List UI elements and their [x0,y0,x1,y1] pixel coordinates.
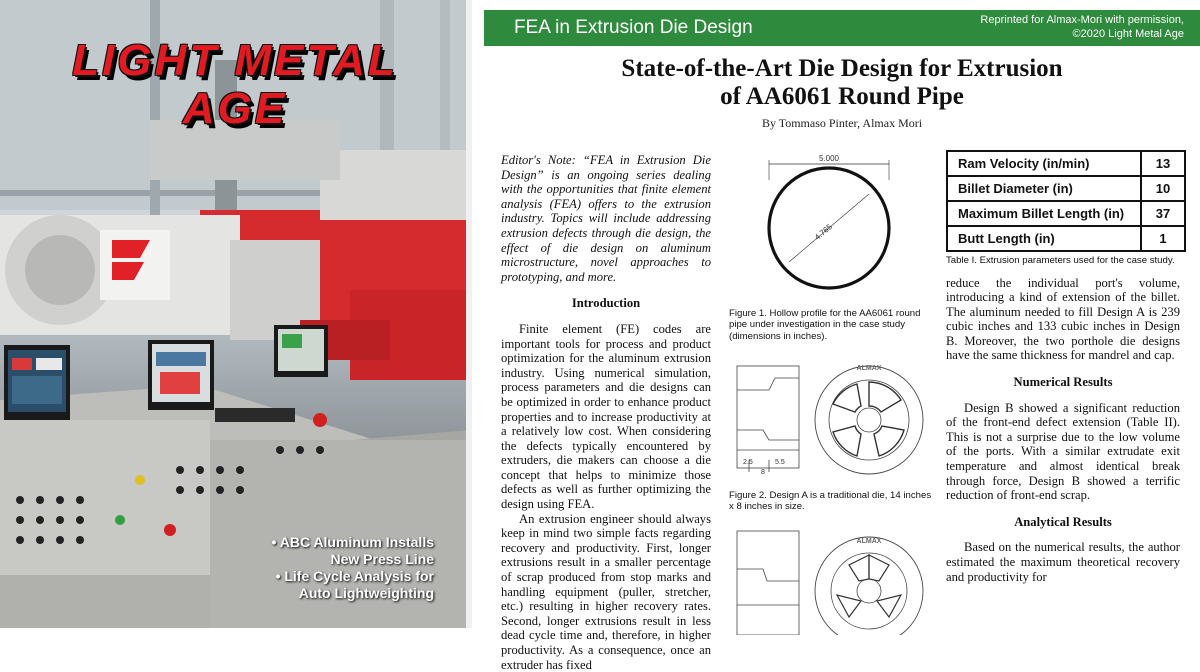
body-paragraph: Based on the numerical results, the author estimated the maximum theoretical recovery and productivity for [946,540,1180,584]
masthead-title-line2: AGE [182,84,288,133]
cover-headline: • Life Cycle Analysis for [275,568,434,584]
table-cell-label: Maximum Billet Length (in) [947,201,1141,226]
text-column-3 [946,150,1180,584]
article-title-line: of AA6061 Round Pipe [720,83,964,110]
figure-2-caption: Figure 2. Design A is a traditional die, 14 inches x 8 inches in size. [729,489,932,513]
reprint-line: Reprinted for Almax-Mori with permission, [980,14,1184,26]
cover-page-edge [466,0,472,628]
figure-1-width-label: 5.000 [818,154,840,163]
cover-headline: • ABC Aluminum Installs [271,534,434,550]
figure-column [729,150,935,638]
body-paragraph: reduce the individual port's volume, introducing a kind of extension of the billet. The aluminum needed to fill Design A is 239 cubic inches and 133 cubic inches in Design B. Moreover, the two porthole die designs have the same thickness for mandrel and cap. [946,275,1180,363]
table-cell-value: 10 [1141,176,1185,201]
figure-1-caption: Figure 1. Hollow profile for the AA6061 round pipe under investigation in the case study (dimensions in inches). [729,307,921,342]
svg-text:ALMAX: ALMAX [856,537,882,545]
editors-note: Editor's Note: “FEA in Extrusion Die Design” is an ongoing series dealing with the opportunities that finite element analysis (FEA) offers to the extrusion industry. Topics will include addressing extrusion defects through die design, the effect of die design on aluminum microstructure, novel approaches to prototyping, and more. [501,153,711,284]
svg-text:8: 8 [761,469,765,477]
table-row [947,226,1185,251]
text-column-1 [501,153,711,672]
copyright-line: ©2020 Light Metal Age [1072,28,1184,40]
table-cell-value: 13 [1141,151,1185,176]
section-heading-introduction: Introduction [571,296,641,311]
table-cell-label: Billet Diameter (in) [947,176,1141,201]
masthead-title-line1: LIGHT METAL [72,36,398,85]
cover-headline: New Press Line [330,551,434,567]
table-cell-value: 1 [1141,226,1185,251]
table-row [947,151,1185,176]
article-title-line: State-of-the-Art Die Design for Extrusion [621,55,1063,82]
extrusion-parameters-table [946,150,1186,252]
table-1-caption: Table I. Extrusion parameters used for the case study. [946,255,1175,266]
section-heading-numerical-results: Numerical Results [1013,375,1113,390]
body-paragraph: Finite element (FE) codes are important tools for process and product optimization for the aluminum extrusion industry. Using numerical simulation, process parameters and die designs can be optimized in order to enhance product properties and to increase productivity at a relatively low cost. When considering the defects typically encountered by extruders, die makers can choose a die concept that helps to minimize those defects as well as further optimizing the design using FEA. [501,321,711,512]
figure-3-die-design-b [729,525,935,635]
reprint-notice [980,13,1184,41]
table-cell-value: 37 [1141,201,1185,226]
svg-text:2.5: 2.5 [743,459,753,467]
magazine-cover [0,0,470,628]
table-cell-label: Butt Length (in) [947,226,1141,251]
section-title: FEA in Extrusion Die Design [514,17,753,38]
table-row [947,176,1185,201]
svg-text:5.5: 5.5 [775,459,785,467]
cover-headline: Auto Lightweighting [298,585,434,601]
figure-1-inner-label: 4.765 [812,222,834,242]
figure-2-die-design-a [729,360,935,478]
article-byline: By Tommaso Pinter, Almax Mori [761,116,923,130]
section-header-bar [484,10,1200,46]
body-paragraph: An extrusion engineer should always keep in mind two simple facts regarding recovery and productivity. First, longer extrusions result in a smaller percentage of scrap produced from stop marks and handling equipment (puller, stretcher, etc.) resulting in higher recovery rates. Second, longer extrusions result in less dead cycle time and, therefore, in higher productivity. As a consequence, once an extruder has fixed [501,511,711,672]
figure-1-pipe-profile [729,150,935,300]
svg-text:ALMAX: ALMAX [856,365,882,373]
cover-headlines [271,534,434,602]
article-title [484,55,1200,111]
body-paragraph: Design B showed a significant reduction of the front-end defect extension (Table II). This is not a surprise due to the low volume of the ports. With a similar extrudate exit temperature and almost identical break through force, Design B showed a terrific reduction of front-end scrap. [946,400,1180,503]
section-heading-analytical-results: Analytical Results [1014,514,1112,529]
table-row [947,201,1185,226]
table-cell-label: Ram Velocity (in/min) [947,151,1141,176]
